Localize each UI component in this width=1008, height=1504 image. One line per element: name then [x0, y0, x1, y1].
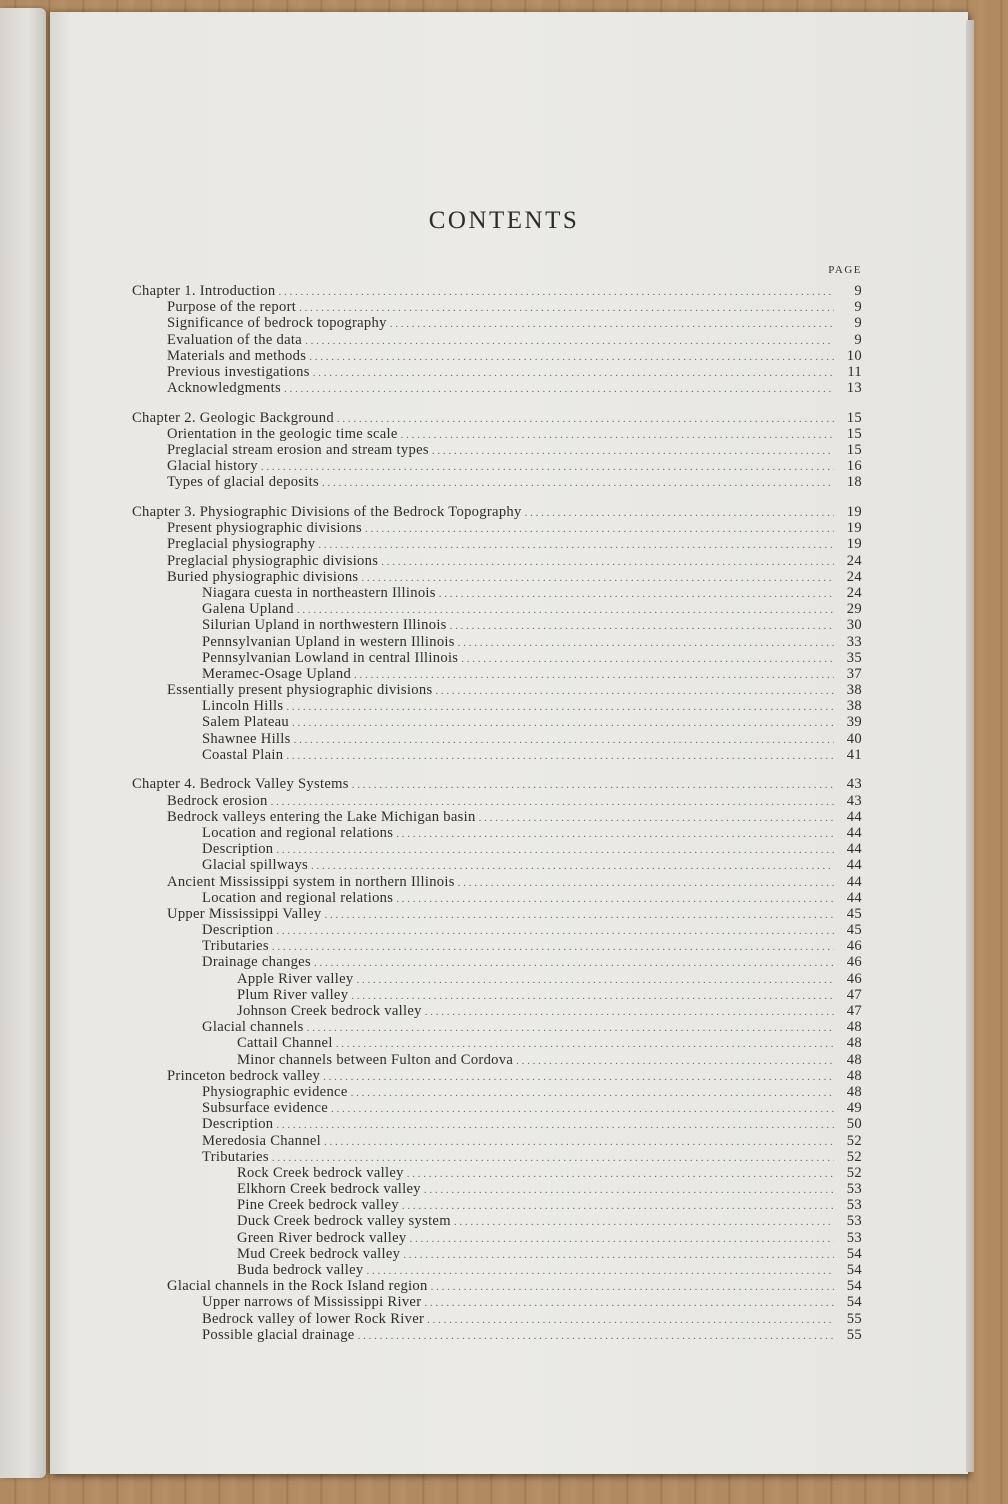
toc-entry-title: Essentially present physiographic divisions — [167, 682, 433, 699]
toc-entry-title: Coastal Plain — [202, 746, 284, 763]
dot-leader — [429, 443, 834, 458]
toc-entry — [132, 1278, 862, 1294]
toc-page-number: 24 — [846, 584, 862, 601]
toc-entry — [132, 1035, 862, 1051]
dot-leader — [353, 972, 834, 987]
toc-page-number: 15 — [846, 442, 862, 459]
dot-leader — [268, 794, 834, 809]
dot-leader — [422, 1004, 834, 1019]
toc-entry-title: Niagara cuesta in northeastern Illinois — [202, 584, 436, 601]
toc-entry — [132, 1100, 862, 1116]
toc-entry — [132, 1327, 862, 1343]
toc-entry — [132, 601, 862, 617]
toc-entry-title: Tributaries — [202, 1148, 269, 1165]
toc-entry — [132, 731, 862, 747]
toc-entry — [132, 747, 862, 763]
toc-page-number: 48 — [846, 1051, 862, 1068]
toc-page-number: 53 — [846, 1197, 862, 1214]
toc-entry — [132, 380, 862, 396]
toc-entry-title: Meredosia Channel — [202, 1132, 321, 1149]
toc-entry — [132, 890, 862, 906]
dot-leader — [404, 1166, 834, 1181]
dot-leader — [358, 570, 834, 585]
dot-leader — [378, 554, 834, 569]
toc-entry-title: Present physiographic divisions — [167, 520, 362, 537]
toc-entry-title: Glacial spillways — [202, 857, 309, 874]
dot-leader — [513, 1053, 834, 1068]
toc-entry — [132, 1149, 862, 1165]
toc-entry-title: Silurian Upland in northwestern Illinois — [202, 617, 447, 634]
toc-page-number: 54 — [846, 1294, 862, 1311]
dot-leader — [296, 300, 834, 315]
toc-entry — [132, 348, 862, 364]
toc-page-number: 54 — [846, 1245, 862, 1262]
toc-page-number: 53 — [846, 1181, 862, 1198]
toc-entry-title: Purpose of the report — [167, 299, 297, 316]
dot-leader — [269, 1150, 834, 1165]
toc-entry-title: Location and regional relations — [202, 824, 394, 841]
dot-leader — [476, 810, 834, 825]
toc-entry-title: Johnson Creek bedrock valley — [237, 1003, 422, 1020]
toc-entry — [132, 1311, 862, 1327]
toc-page-number: 19 — [846, 520, 862, 537]
toc-page-number: 9 — [854, 315, 862, 332]
toc-entry-title: Meramec-Osage Upland — [202, 665, 352, 682]
page-column-header: PAGE — [828, 264, 862, 276]
toc-page-number: 11 — [847, 363, 862, 380]
toc-page-number: 46 — [846, 954, 862, 971]
toc-entry — [132, 666, 862, 682]
toc-page-number: 44 — [846, 841, 862, 858]
dot-leader — [406, 1231, 834, 1246]
toc-entry — [132, 315, 862, 331]
dot-leader — [424, 1312, 834, 1327]
dot-leader — [258, 459, 834, 474]
toc-entry-title: Green River bedrock valley — [237, 1229, 407, 1246]
dot-leader — [362, 521, 834, 536]
toc-entry-title: Acknowledgments — [167, 380, 281, 397]
toc-entry — [132, 426, 862, 442]
toc-entry-title: Glacial channels in the Rock Island region — [167, 1278, 428, 1295]
toc-page-number: 45 — [846, 922, 862, 939]
toc-page-number: 48 — [846, 1019, 862, 1036]
toc-entry — [132, 585, 862, 601]
toc-page-number: 47 — [846, 986, 862, 1003]
dot-leader — [281, 381, 834, 396]
toc-page-number: 9 — [854, 299, 862, 316]
toc-entry — [132, 442, 862, 458]
toc-page-number: 44 — [846, 824, 862, 841]
toc-entry-title: Upper Mississippi Valley — [167, 905, 322, 922]
toc-page-number: 19 — [846, 536, 862, 553]
toc-entry — [132, 809, 862, 825]
toc-entry — [132, 617, 862, 633]
toc-entry-title: Chapter 1. Introduction — [132, 283, 276, 299]
toc-page-number: 47 — [846, 1003, 862, 1020]
toc-page-number: 52 — [846, 1132, 862, 1149]
dot-leader — [421, 1295, 834, 1310]
dot-leader — [275, 284, 834, 299]
dot-leader — [289, 715, 834, 730]
toc-entry-title: Chapter 3. Physiographic Divisions of the Bedrock Topography — [132, 504, 522, 521]
dot-leader — [436, 586, 834, 601]
toc-entry-title: Rock Creek bedrock valley — [237, 1164, 404, 1181]
toc-entry — [132, 841, 862, 857]
toc-entry — [132, 874, 862, 890]
dot-leader — [294, 602, 834, 617]
toc-page-number: 45 — [846, 905, 862, 922]
toc-entry — [132, 1052, 862, 1068]
toc-entry — [132, 364, 862, 380]
toc-entry — [132, 569, 862, 585]
toc-entry — [132, 971, 862, 987]
toc-chapter-entry — [132, 776, 862, 792]
toc-page-number: 46 — [846, 938, 862, 955]
dot-leader — [432, 683, 834, 698]
toc-entry-title: Bedrock erosion — [167, 792, 268, 809]
toc-entry-title: Significance of bedrock topography — [167, 315, 387, 332]
toc-entry-title: Tributaries — [202, 938, 269, 955]
toc-page-number: 38 — [846, 682, 862, 699]
toc-page-number: 52 — [846, 1164, 862, 1181]
toc-entry — [132, 1116, 862, 1132]
dot-leader — [310, 365, 834, 380]
toc-entry — [132, 1165, 862, 1181]
toc-page-number: 52 — [846, 1148, 862, 1165]
dot-leader — [315, 537, 834, 552]
toc-page-number: 44 — [846, 808, 862, 825]
toc-chapter-entry — [132, 410, 862, 426]
toc-page-number: 13 — [846, 380, 862, 397]
toc-entry — [132, 299, 862, 315]
toc-page-number: 43 — [846, 776, 862, 793]
dot-leader — [455, 875, 834, 890]
toc-entry — [132, 553, 862, 569]
toc-entry-title: Previous investigations — [167, 363, 310, 380]
dot-leader — [355, 1328, 834, 1343]
dot-leader — [304, 1020, 834, 1035]
dot-leader — [283, 748, 834, 763]
toc-entry — [132, 1230, 862, 1246]
toc-entry-title: Ancient Mississippi system in northern Illinois — [167, 873, 455, 890]
dot-leader — [322, 907, 835, 922]
toc-entry — [132, 906, 862, 922]
dot-leader — [319, 475, 834, 490]
dot-leader — [320, 1069, 834, 1084]
toc-entry-title: Princeton bedrock valley — [167, 1067, 321, 1084]
table-of-contents — [132, 283, 862, 1343]
dot-leader — [291, 732, 834, 747]
dot-leader — [283, 699, 834, 714]
toc-entry — [132, 1003, 862, 1019]
toc-page-number: 30 — [846, 617, 862, 634]
toc-page-number: 9 — [854, 331, 862, 348]
toc-entry — [132, 938, 862, 954]
dot-leader — [306, 349, 834, 364]
page-stack-edge — [966, 20, 974, 1472]
dot-leader — [273, 1117, 834, 1132]
toc-page-number: 16 — [846, 458, 862, 475]
toc-entry-title: Shawnee Hills — [202, 730, 291, 747]
dot-leader — [363, 1263, 834, 1278]
toc-page-number: 54 — [846, 1278, 862, 1295]
dot-leader — [421, 1182, 834, 1197]
dot-leader — [334, 411, 834, 426]
toc-page-number: 29 — [846, 601, 862, 618]
dot-leader — [458, 651, 834, 666]
toc-entry — [132, 1197, 862, 1213]
dot-leader — [348, 1085, 834, 1100]
toc-page-number: 43 — [846, 792, 862, 809]
toc-entry-title: Location and regional relations — [202, 889, 394, 906]
toc-entry-title: Galena Upland — [202, 601, 294, 618]
dot-leader — [398, 427, 834, 442]
toc-entry-title: Lincoln Hills — [202, 698, 284, 715]
toc-page-number: 44 — [846, 857, 862, 874]
toc-entry — [132, 857, 862, 873]
dot-leader — [428, 1279, 834, 1294]
dot-leader — [308, 858, 834, 873]
toc-entry-title: Bedrock valley of lower Rock River — [202, 1310, 425, 1327]
toc-entry-title: Materials and methods — [167, 347, 307, 364]
toc-entry — [132, 793, 862, 809]
toc-entry — [132, 650, 862, 666]
toc-entry — [132, 1133, 862, 1149]
toc-page-number: 53 — [846, 1229, 862, 1246]
toc-entry-title: Chapter 2. Geologic Background — [132, 409, 334, 426]
toc-entry — [132, 1262, 862, 1278]
toc-entry-title: Pine Creek bedrock valley — [237, 1197, 399, 1214]
toc-entry — [132, 1019, 862, 1035]
toc-page-number: 37 — [846, 665, 862, 682]
toc-page-number: 44 — [846, 889, 862, 906]
toc-entry-title: Orientation in the geologic time scale — [167, 425, 398, 442]
dot-leader — [311, 955, 834, 970]
toc-entry-title: Preglacial physiographic divisions — [167, 552, 379, 569]
toc-entry-title: Minor channels between Fulton and Cordova — [237, 1051, 514, 1068]
dot-leader — [269, 939, 834, 954]
toc-entry-title: Upper narrows of Mississippi River — [202, 1294, 422, 1311]
dot-leader — [348, 988, 834, 1003]
toc-page-number: 55 — [846, 1326, 862, 1343]
toc-page-number: 50 — [846, 1116, 862, 1133]
toc-entry — [132, 954, 862, 970]
toc-page-number: 41 — [846, 746, 862, 763]
toc-entry-title: Chapter 4. Bedrock Valley Systems — [132, 776, 349, 793]
dot-leader — [455, 635, 834, 650]
dot-leader — [302, 333, 834, 348]
toc-entry-title: Pennsylvanian Lowland in central Illinois — [202, 649, 459, 666]
toc-page-number: 46 — [846, 970, 862, 987]
dot-leader — [400, 1247, 834, 1262]
toc-entry — [132, 1084, 862, 1100]
toc-entry-title: Drainage changes — [202, 954, 311, 971]
toc-page-number: 44 — [846, 873, 862, 890]
toc-entry-title: Bedrock valleys entering the Lake Michigan basin — [167, 808, 476, 825]
toc-entry — [132, 714, 862, 730]
dot-leader — [393, 891, 834, 906]
toc-entry — [132, 536, 862, 552]
dot-leader — [333, 1036, 834, 1051]
toc-entry-title: Description — [202, 922, 274, 939]
dot-leader — [321, 1134, 834, 1149]
dot-leader — [273, 923, 834, 938]
toc-page-number: 49 — [846, 1100, 862, 1117]
toc-entry — [132, 332, 862, 348]
toc-entry-title: Subsurface evidence — [202, 1100, 329, 1117]
toc-entry-title: Glacial history — [167, 458, 258, 475]
toc-page-number: 10 — [846, 347, 862, 364]
toc-entry-title: Possible glacial drainage — [202, 1326, 355, 1343]
toc-entry-title: Preglacial stream erosion and stream types — [167, 442, 429, 459]
toc-chapter-entry — [132, 504, 862, 520]
toc-entry-title: Glacial channels — [202, 1019, 304, 1036]
toc-entry — [132, 825, 862, 841]
toc-entry — [132, 987, 862, 1003]
dot-leader — [351, 667, 834, 682]
toc-entry-title: Evaluation of the data — [167, 331, 303, 348]
toc-page-number: 15 — [846, 409, 862, 426]
toc-page-number: 48 — [846, 1035, 862, 1052]
toc-entry — [132, 1246, 862, 1262]
toc-chapter-entry — [132, 283, 862, 299]
toc-entry-title: Duck Creek bedrock valley system — [237, 1213, 451, 1230]
dot-leader — [451, 1214, 834, 1229]
toc-page-number: 38 — [846, 698, 862, 715]
toc-page-number: 53 — [846, 1213, 862, 1230]
toc-page-number: 9 — [854, 283, 862, 299]
toc-entry-title: Salem Plateau — [202, 714, 289, 731]
toc-entry — [132, 1294, 862, 1310]
dot-leader — [349, 777, 834, 792]
toc-entry-title: Plum River valley — [237, 986, 349, 1003]
toc-page-number: 39 — [846, 714, 862, 731]
toc-entry-title: Apple River valley — [237, 970, 354, 987]
toc-entry — [132, 474, 862, 490]
dot-leader — [522, 505, 834, 520]
toc-entry-title: Mud Creek bedrock valley — [237, 1245, 401, 1262]
toc-page-number: 55 — [846, 1310, 862, 1327]
toc-entry-title: Buried physiographic divisions — [167, 568, 359, 585]
toc-page-number: 54 — [846, 1262, 862, 1279]
page-title: CONTENTS — [428, 207, 580, 234]
dot-leader — [447, 618, 834, 633]
dot-leader — [328, 1101, 834, 1116]
toc-entry-title: Description — [202, 1116, 274, 1133]
toc-page-number: 40 — [846, 730, 862, 747]
toc-entry-title: Elkhorn Creek bedrock valley — [237, 1181, 421, 1198]
toc-entry — [132, 458, 862, 474]
toc-entry — [132, 1068, 862, 1084]
dot-leader — [393, 826, 834, 841]
toc-entry — [132, 634, 862, 650]
toc-page-number: 48 — [846, 1067, 862, 1084]
toc-page-number: 19 — [846, 504, 862, 521]
toc-entry-title: Description — [202, 841, 274, 858]
toc-entry-title: Cattail Channel — [237, 1035, 333, 1052]
toc-entry-title: Pennsylvanian Upland in western Illinois — [202, 633, 455, 650]
toc-entry-title: Buda bedrock valley — [237, 1262, 364, 1279]
dot-leader — [399, 1198, 834, 1213]
toc-entry-title: Types of glacial deposits — [167, 474, 319, 491]
toc-page-number: 15 — [846, 425, 862, 442]
toc-entry — [132, 520, 862, 536]
dot-leader — [273, 842, 834, 857]
toc-page-number: 18 — [846, 474, 862, 491]
toc-entry-title: Physiographic evidence — [202, 1083, 348, 1100]
dot-leader — [387, 316, 834, 331]
toc-page-number: 24 — [846, 552, 862, 569]
toc-entry — [132, 1213, 862, 1229]
toc-page-number: 24 — [846, 568, 862, 585]
toc-entry — [132, 682, 862, 698]
toc-entry — [132, 922, 862, 938]
toc-page-number: 33 — [846, 633, 862, 650]
toc-page-number: 48 — [846, 1083, 862, 1100]
toc-entry — [132, 698, 862, 714]
toc-entry-title: Preglacial physiography — [167, 536, 316, 553]
toc-entry — [132, 1181, 862, 1197]
toc-page-number: 35 — [846, 649, 862, 666]
